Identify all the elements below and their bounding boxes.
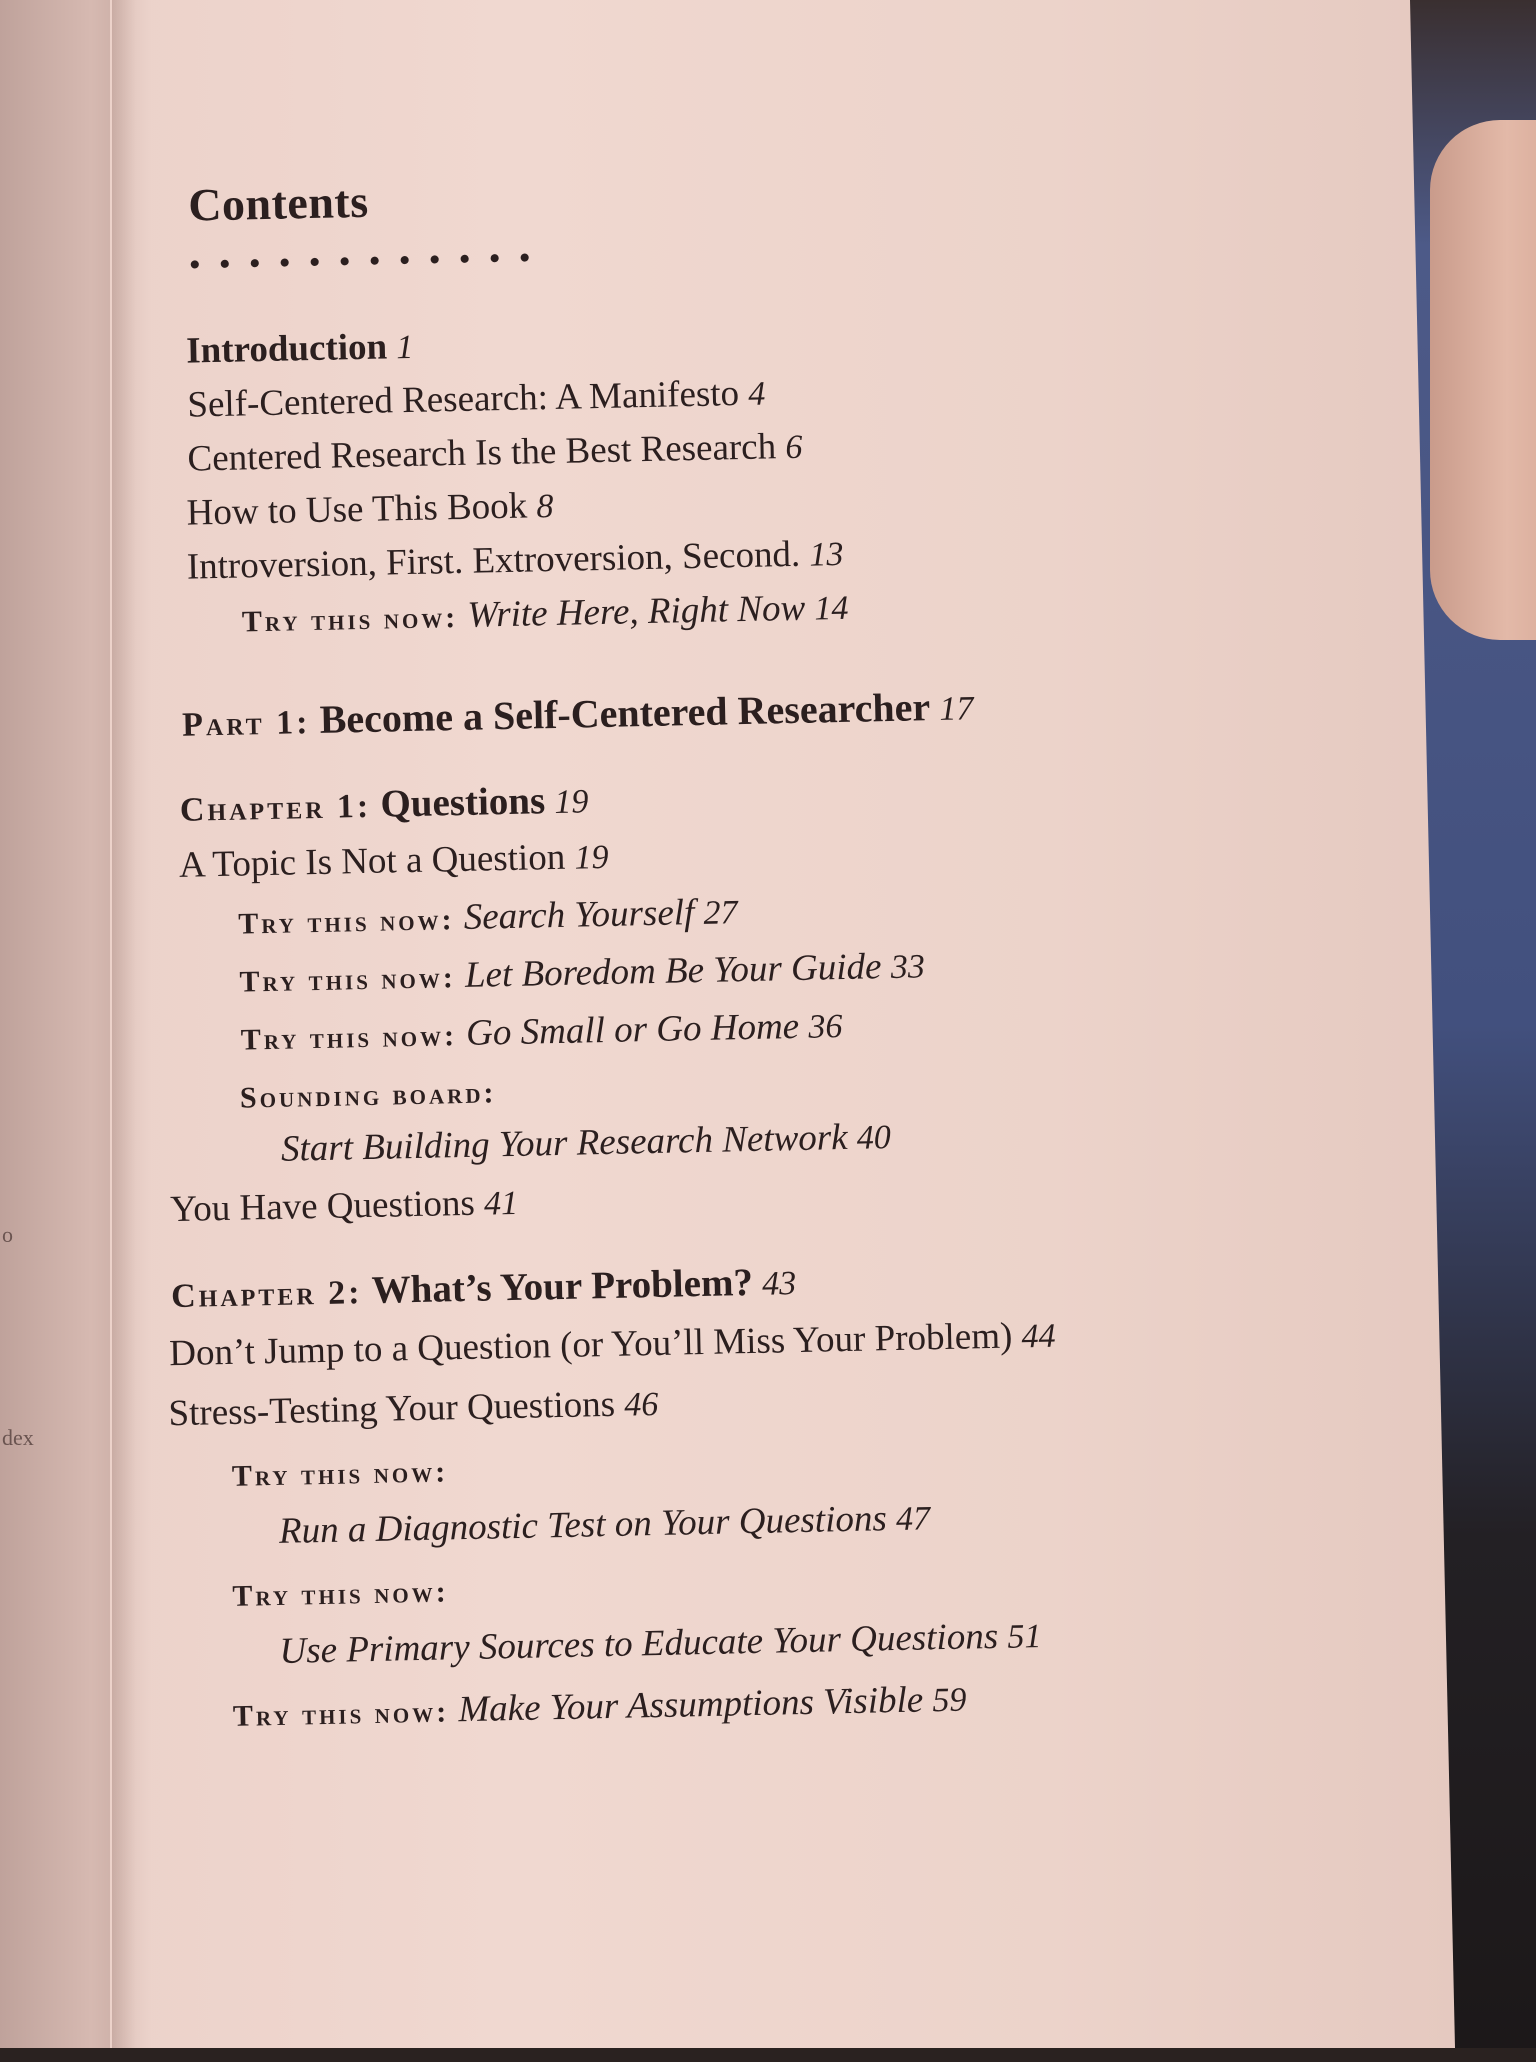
entry-label: Make Your Assumptions Visible (457, 1679, 924, 1731)
toc-try-this-now-label (232, 1571, 449, 1613)
toc-sounding-board (281, 1118, 892, 1168)
page-number: 44 (1021, 1317, 1056, 1356)
page-number: 36 (807, 1008, 843, 1046)
toc-sounding-board-label (240, 1072, 497, 1114)
try-label: Try this now: (239, 961, 457, 999)
toc-try-this-now (238, 893, 738, 940)
page-number: 4 (747, 375, 766, 413)
entry-label: How to Use This Book (186, 485, 528, 534)
toc-try-this-now (242, 589, 849, 639)
page-number: 40 (856, 1119, 892, 1157)
page-number: 59 (932, 1681, 967, 1720)
toc-chapter-heading (179, 780, 588, 828)
entry-label: You Have Questions (169, 1182, 476, 1231)
page-number: 46 (623, 1385, 659, 1424)
toc-try-this-now (240, 1007, 842, 1057)
toc-try-this-now (232, 1681, 966, 1733)
entry-label: Introversion, First. Extroversion, Second. (186, 533, 801, 588)
page-number: 51 (1006, 1617, 1042, 1656)
try-label: Try this now: (231, 1455, 449, 1493)
page-number: 13 (809, 535, 844, 574)
page-number: 43 (761, 1265, 797, 1303)
toc-entry (187, 375, 766, 424)
entry-label: Use Primary Sources to Educate Your Questions (279, 1615, 999, 1672)
left-page-fragment: dex (2, 1425, 34, 1450)
toc-chapter-heading (171, 1262, 797, 1314)
toc-entry (187, 428, 803, 478)
toc-entry-intro (186, 328, 414, 370)
toc-entry (168, 1383, 659, 1435)
entry-label: Search Yourself (463, 892, 695, 938)
try-label: Try this now: (240, 1019, 458, 1057)
entry-label: Write Here, Right Now (467, 587, 806, 636)
left-page-fragment: o (2, 1222, 13, 1247)
try-label: Try this now: (232, 1575, 449, 1613)
page-number: 33 (890, 948, 926, 986)
entry-label: Centered Research Is the Best Research (187, 426, 777, 480)
page-number: 17 (939, 690, 974, 728)
entry-label: Let Boredom Be Your Guide (464, 946, 882, 996)
try-label: Try this now: (232, 1695, 450, 1733)
page-number: 19 (574, 838, 609, 877)
toc-entry (169, 1317, 1056, 1373)
toc-part-heading (182, 686, 974, 743)
try-label: Try this now: (237, 903, 455, 941)
page-title: Contents (187, 175, 370, 231)
entry-label: Stress-Testing Your Questions (168, 1383, 616, 1435)
toc-entry (186, 535, 843, 586)
toc-try-this-now (239, 947, 925, 998)
chapter-label: Chapter 1: (179, 787, 372, 829)
page-number: 1 (395, 328, 414, 367)
entry-label: Go Small or Go Home (465, 1005, 800, 1054)
toc-entry (169, 1182, 519, 1231)
page-number: 27 (703, 894, 738, 932)
page-number: 41 (483, 1184, 519, 1223)
toc-entry (186, 487, 554, 532)
entry-label: Don’t Jump to a Question (or You’ll Miss Your Problem) (168, 1315, 1013, 1375)
try-label: Try this now: (241, 600, 459, 639)
toc-entry (179, 838, 609, 884)
toc-try-this-now (279, 1617, 1042, 1670)
page-number: 6 (785, 428, 803, 467)
chapter-title: What’s Your Problem? (371, 1260, 754, 1312)
entry-label: A Topic Is Not a Question (178, 836, 566, 886)
entry-label: Start Building Your Research Network (280, 1116, 848, 1170)
sounding-board-label: Sounding board: (239, 1076, 497, 1115)
page-number: 14 (814, 589, 849, 628)
page-number: 47 (895, 1500, 931, 1539)
entry-label: Self-Centered Research: A Manifesto (186, 373, 740, 426)
entry-label: Introduction (185, 326, 388, 372)
page-number: 8 (536, 487, 554, 526)
page-number: 19 (554, 783, 589, 822)
part-label: Part 1: (181, 704, 311, 744)
chapter-title: Questions (380, 779, 546, 826)
entry-label: Run a Diagnostic Test on Your Questions (278, 1498, 888, 1552)
part-title: Become a Self-Centered Researcher (319, 684, 931, 742)
toc-try-this-now-label (231, 1451, 448, 1493)
chapter-label: Chapter 2: (170, 1274, 363, 1316)
toc-try-this-now (279, 1499, 931, 1550)
title-dots: • • • • • • • • • • • • (189, 241, 537, 282)
